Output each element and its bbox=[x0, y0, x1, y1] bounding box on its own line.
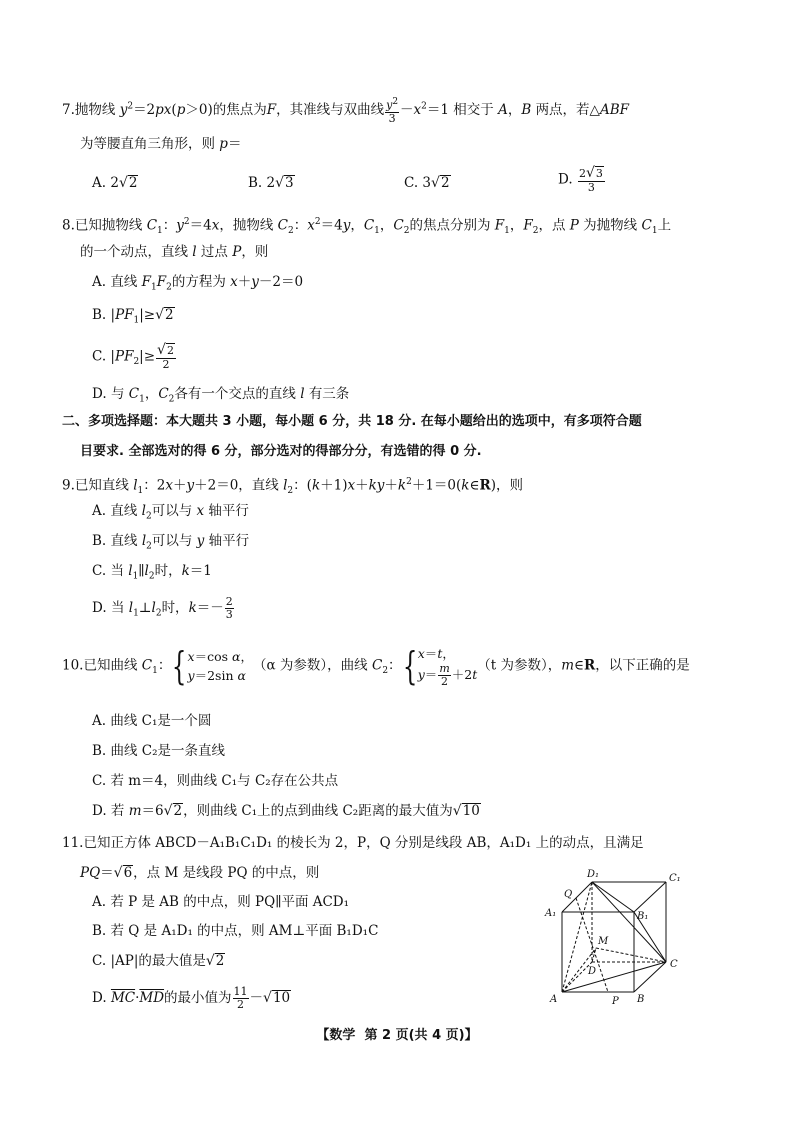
q10-number: 10. bbox=[62, 657, 84, 674]
q10-option-c: C. 若 m＝4，则曲线 C₁与 C₂存在公共点 bbox=[92, 773, 339, 789]
q7-option-b: B. 2√3 bbox=[248, 175, 294, 191]
q8-line2-text-b: 过点 bbox=[200, 244, 228, 260]
q7-stem-f: 为等腰直角三角形，则 bbox=[80, 136, 215, 152]
q7-stem-d: 相交于 bbox=[453, 101, 494, 118]
label-b1: B₁ bbox=[637, 911, 649, 922]
q8-number: 8. bbox=[62, 217, 75, 234]
q7-line2: 为等腰直角三角形，则 p＝ bbox=[80, 136, 242, 152]
q11-option-a: A. 若 P 是 AB 的中点，则 PQ∥平面 ACD₁ bbox=[92, 894, 350, 910]
q9-option-b: B. 直线 $l_2$可以与 y 轴平行 bbox=[92, 533, 250, 552]
label-c1: C₁ bbox=[669, 873, 681, 884]
q11-line2: PQ＝√6，点 M 是线段 PQ 的中点，则 bbox=[80, 865, 320, 881]
q9-option-d: D. 当 $l_1\perp l_2$时，k＝－ $\frac{2}{3}$ bbox=[92, 595, 233, 621]
q7-stem-a: 抛物线 bbox=[74, 101, 116, 118]
q10-option-d: D. 若 m＝6√2，则曲线 C₁上的点到曲线 C₂距离的最大值为√10 bbox=[92, 803, 480, 819]
q8-option-a: A. 直线 $F_1F_2$的方程为 x＋y－2＝0 bbox=[92, 274, 304, 293]
q10-line1: 10.已知曲线 $C_1$：{x＝cos α， y＝2sin α（α 为参数），曲线 $C_2$：{x＝t， y＝ $\frac{m}{2}$ ＋2t（t 为参数），m∈R，以下正确的是 bbox=[62, 644, 690, 688]
q7-stem-b: 的焦点为 bbox=[212, 101, 267, 118]
q7-option-d: D. $\frac{2√3}{3}$ bbox=[558, 165, 603, 194]
q7-stem-e: 两点，若△ bbox=[535, 101, 600, 118]
q10-option-b: B. 曲线 C₂是一条直线 bbox=[92, 743, 226, 759]
q8-line2-text: 的一个动点，直线 bbox=[80, 244, 188, 260]
q11-option-d: D. $\overline{MC}\cdot\overline{MD}$的最小值为 $\frac{11}{2}$ －√10 bbox=[92, 985, 291, 1011]
q11-option-c: C. |AP|的最大值是√2 bbox=[92, 953, 225, 969]
q10-option-a: A. 曲线 C₁是一个圆 bbox=[92, 713, 212, 729]
label-d: D bbox=[588, 966, 597, 977]
cube-figure bbox=[540, 864, 696, 1010]
page-footer bbox=[0, 1024, 794, 1043]
label-a: A bbox=[550, 994, 558, 1005]
q10-stem: 已知曲线 bbox=[83, 657, 138, 674]
q7-option-c: C. 3√2 bbox=[404, 175, 450, 191]
q7-stem-c: ，其准线与双曲线 bbox=[276, 101, 385, 118]
label-q: Q bbox=[564, 889, 573, 900]
q8-line2: 的一个动点，直线 l 过点 P，则 bbox=[80, 244, 269, 260]
label-p: P bbox=[612, 996, 619, 1007]
q9-stem: 已知直线 bbox=[74, 477, 129, 494]
q9-option-c: C. 当 $l_1\parallel l_2$时，k＝1 bbox=[92, 563, 212, 582]
q7-number: 7. bbox=[62, 101, 75, 118]
q8-option-d: D. 与 $C_1$，$C_2$各有一个交点的直线 l 有三条 bbox=[92, 386, 350, 405]
q8-line2-text-c: ，则 bbox=[241, 244, 269, 260]
label-d1: D₁ bbox=[587, 869, 600, 880]
q8-option-c: C. $|PF_2|\ge$ $\frac{√2}{2}$ bbox=[92, 342, 174, 371]
label-a1: A₁ bbox=[545, 908, 557, 919]
footer-subject: 【数学 bbox=[316, 1028, 356, 1043]
label-m: M bbox=[598, 936, 609, 947]
q8-line1: 8.已知抛物线 $C_1$：$y^2=4x$，抛物线 $C_2$：$x^2=4y$，$C_1$，$C_2$的焦点分别为 $F_1$，$F_2$，点 P 为抛物线 $C_1$上 bbox=[62, 217, 672, 237]
q9-line1: 9.已知直线 $l_1$：2x＋y＋2＝0，直线 $l_2$：$(k+1)x+ky+k^2+1=0(k\in R)$，则 bbox=[62, 477, 523, 497]
footer-page: 第 2 页(共 4 页)】 bbox=[364, 1028, 478, 1043]
q9-number: 9. bbox=[62, 477, 75, 494]
q11-option-b: B. 若 Q 是 A₁D₁ 的中点，则 AM⊥平面 B₁D₁C bbox=[92, 923, 379, 939]
q7-line1: 7.抛物线 $y^2=2px(p>0)$的焦点为F，其准线与双曲线 $\frac{y^2}{3}$ $-x^2=1$ 相交于 A，B 两点，若△ABF bbox=[62, 97, 629, 125]
q9-option-a: A. 直线 $l_2$可以与 x 轴平行 bbox=[92, 503, 249, 522]
q11-stem: 已知正方体 ABCD－A₁B₁C₁D₁ 的棱长为 2，P，Q 分别是线段 AB，A₁D₁ 上的动点，且满足 bbox=[83, 835, 644, 851]
label-c: C bbox=[670, 959, 678, 970]
label-b: B bbox=[637, 994, 645, 1005]
q11-line1 bbox=[62, 834, 644, 852]
q8-stem: 已知抛物线 bbox=[74, 217, 143, 234]
section2-heading-line2: 目要求. 全部选对的得 6 分，部分选对的得部分分，有选错的得 0 分. bbox=[80, 444, 482, 459]
section2-heading-line1: 二、多项选择题：本大题共 3 小题，每小题 6 分，共 18 分. 在每小题给出的选项中，有多项符合题 bbox=[62, 414, 642, 429]
q11-number: 11. bbox=[62, 835, 84, 851]
q7-option-a: A. 2√2 bbox=[92, 175, 138, 191]
q8-option-b: B. $|PF_1|\ge√2$ bbox=[92, 307, 174, 326]
